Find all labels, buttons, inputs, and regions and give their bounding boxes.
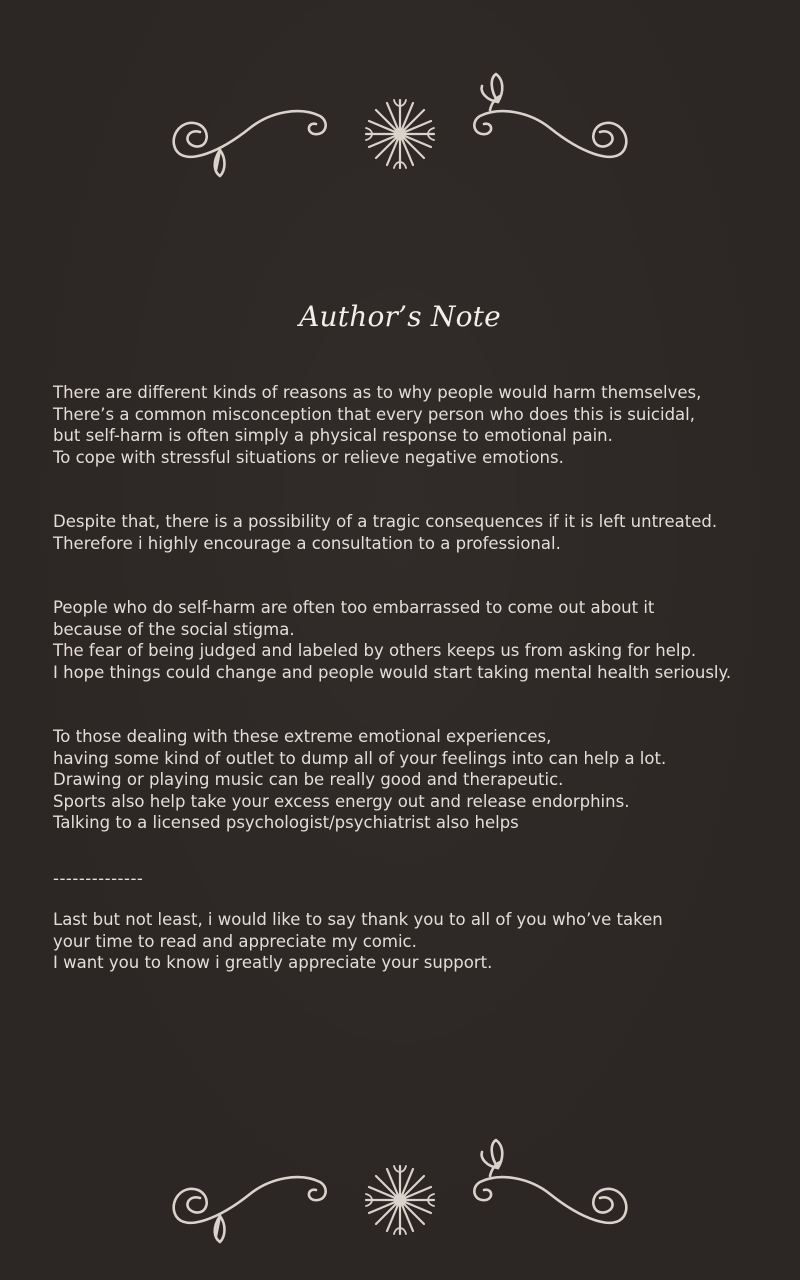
text-line: I hope things could change and people would start taking mental health seriously. (53, 662, 732, 682)
paragraph-social-stigma (53, 597, 773, 683)
text-line: Last but not least, i would like to say thank you to all of you who’ve taken (53, 910, 663, 929)
text-line: Drawing or playing music can be really good and therapeutic. (53, 770, 564, 789)
page-title: Author’s Note (299, 300, 501, 333)
text-divider: -------------- (53, 868, 144, 888)
text-line: but self-harm is often simply a physical response to emotional pain. (53, 426, 613, 445)
text-line: There’s a common misconception that every person who does this is suicidal, (53, 404, 695, 424)
text-line: having some kind of outlet to dump all of your feelings into can help a lot. (53, 748, 667, 768)
paragraph-coping-outlets (53, 726, 773, 834)
text-line: There are different kinds of reasons as to why people would harm themselves, (53, 383, 702, 402)
text-line: To cope with stressful situations or relieve negative emotions. (53, 447, 564, 467)
text-line: your time to read and appreciate my comic. (53, 931, 417, 951)
text-line: because of the social stigma. (53, 619, 295, 639)
paragraph-self-harm-reasons (53, 382, 773, 468)
text-line: People who do self-harm are often too embarrassed to come out about it (53, 598, 655, 617)
text-line: The fear of being judged and labeled by others keeps us from asking for help. (53, 641, 697, 660)
text-line: Talking to a licensed psychologist/psychiatrist also helps (53, 813, 519, 832)
text-line: Despite that, there is a possibility of a tragic consequences if it is left untreated. (53, 512, 718, 531)
top-flourish-icon (160, 66, 640, 186)
note-body (53, 382, 773, 974)
text-line: I want you to know i greatly appreciate your support. (53, 953, 493, 972)
text-line: To those dealing with these extreme emotional experiences, (53, 727, 552, 746)
bottom-flourish-icon (160, 1132, 640, 1252)
text-line: Sports also help take your excess energy out and release endorphins. (53, 791, 630, 811)
text-line: Therefore i highly encourage a consultation to a professional. (53, 533, 561, 553)
paragraph-consequences (53, 511, 773, 554)
paragraph-thanks (53, 909, 773, 974)
